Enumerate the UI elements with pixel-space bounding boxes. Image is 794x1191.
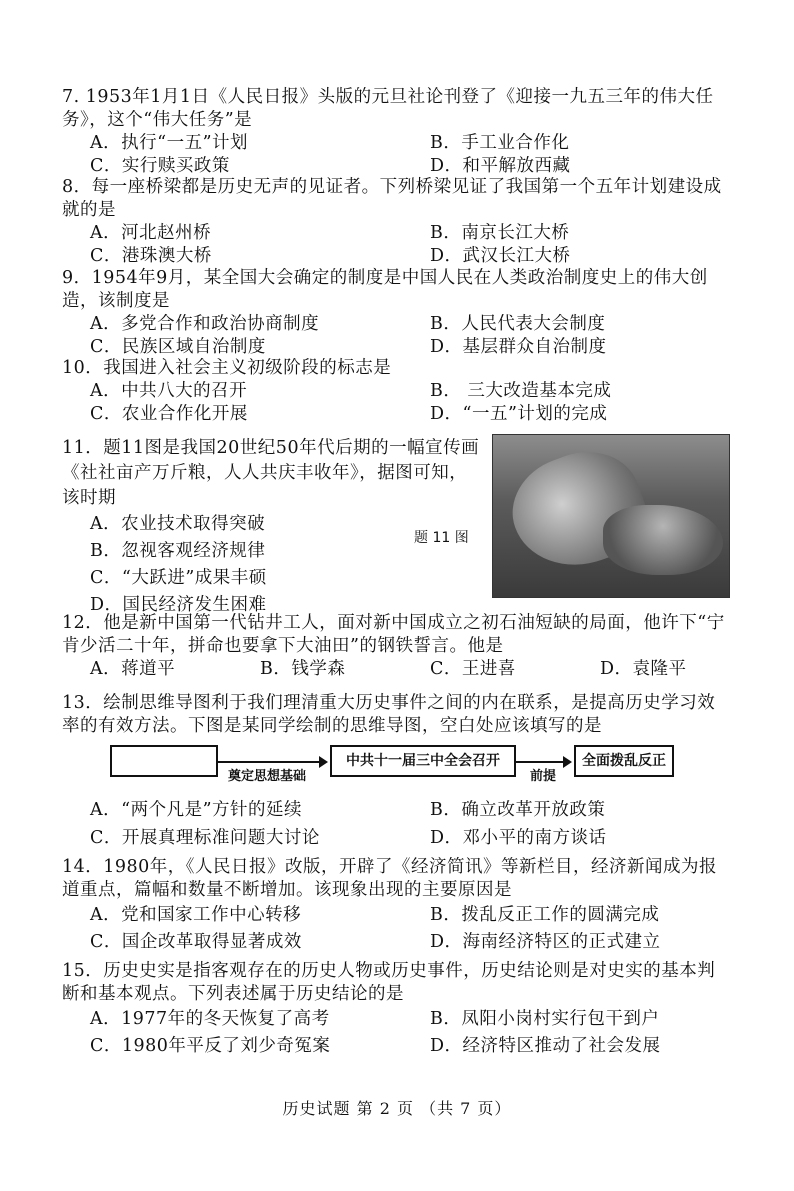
question-10 bbox=[62, 357, 732, 426]
question-9 bbox=[62, 267, 732, 359]
mind-map-blank-box bbox=[110, 745, 218, 777]
option-d: D．基层群众自治制度 bbox=[430, 337, 607, 357]
option-b: B．人民代表大会制度 bbox=[430, 314, 606, 334]
options bbox=[90, 380, 732, 426]
options bbox=[90, 796, 732, 852]
option-b: B．凤阳小岗村实行包干到户 bbox=[430, 1009, 660, 1029]
options bbox=[90, 658, 732, 681]
question-8 bbox=[62, 176, 732, 268]
option-a: A．1977年的冬天恢复了高考 bbox=[90, 1009, 330, 1029]
option-d: D．“一五”计划的完成 bbox=[430, 404, 608, 424]
option-d: D．武汉长江大桥 bbox=[430, 246, 571, 266]
question-stem: 15．历史史实是指客观存在的历史人物或历史事件，历史结论则是对史实的基本判断和基本观点。下列表述属于历史结论的是 bbox=[62, 961, 716, 1004]
mind-map-label-2: 前提 bbox=[530, 769, 557, 784]
options bbox=[90, 902, 732, 956]
option-d: D．邓小平的南方谈话 bbox=[430, 828, 607, 848]
option-a: A．河北赵州桥 bbox=[90, 223, 212, 243]
option-a: A．执行“一五”计划 bbox=[90, 133, 249, 153]
question-7 bbox=[62, 86, 732, 178]
poster-crowd-shape bbox=[603, 505, 723, 575]
option-b: B．忽视客观经济规律 bbox=[90, 541, 266, 561]
option-a: A．农业技术取得突破 bbox=[90, 514, 266, 534]
option-c: C．实行赎买政策 bbox=[90, 156, 230, 176]
option-b: B． 三大改造基本完成 bbox=[430, 381, 612, 401]
option-a: A．蒋道平 bbox=[90, 659, 176, 679]
page-footer: 历史试题 第 2 页 （共 7 页） bbox=[282, 1099, 512, 1118]
mind-map bbox=[110, 741, 670, 783]
mind-map-box-2: 中共十一届三中全会召开 bbox=[330, 745, 516, 777]
option-c: C．农业合作化开展 bbox=[90, 404, 248, 424]
options bbox=[90, 313, 732, 359]
option-b: B．确立改革开放政策 bbox=[430, 800, 606, 820]
question-15 bbox=[62, 960, 732, 1060]
question-14 bbox=[62, 856, 732, 956]
options bbox=[90, 222, 732, 268]
question-stem: 13．绘制思维导图利于我们理清重大历史事件之间的内在联系，是提高历史学习效率的有效方法。下图是某同学绘制的思维导图，空白处应该填写的是 bbox=[62, 693, 716, 736]
option-b: B．手工业合作化 bbox=[430, 133, 570, 153]
question-stem: 7. 1953年1月1日《人民日报》头版的元旦社论刊登了《迎接一九五三年的伟大任务》，这个“伟大任务”是 bbox=[62, 87, 714, 130]
question-stem: 10．我国进入社会主义初级阶段的标志是 bbox=[62, 358, 392, 378]
question-13 bbox=[62, 692, 732, 738]
option-d: D．袁隆平 bbox=[600, 659, 687, 679]
option-b: B．南京长江大桥 bbox=[430, 223, 570, 243]
option-a: A．党和国家工作中心转移 bbox=[90, 905, 302, 925]
option-b: B．拨乱反正工作的圆满完成 bbox=[430, 905, 660, 925]
question-12 bbox=[62, 612, 732, 681]
mind-map-arrow-2 bbox=[516, 761, 570, 763]
figure-11-caption: 题 11 图 bbox=[414, 530, 469, 546]
option-a: A．多党合作和政治协商制度 bbox=[90, 314, 320, 334]
options bbox=[90, 1006, 732, 1060]
options bbox=[90, 132, 732, 178]
option-d: D．和平解放西藏 bbox=[430, 156, 571, 176]
propaganda-poster-image bbox=[492, 434, 730, 598]
mind-map-label-1: 奠定思想基础 bbox=[228, 769, 307, 784]
option-c: C．港珠澳大桥 bbox=[90, 246, 212, 266]
question-stem: 8．每一座桥梁都是历史无声的见证者。下列桥梁见证了我国第一个五年计划建设成就的是 bbox=[62, 177, 722, 220]
question-stem: 11．题11图是我国20世纪50年代后期的一幅宣传画《社社亩产万斤粮，人人共庆丰收年》，据图可知，该时期 bbox=[62, 438, 480, 508]
question-13-options bbox=[62, 796, 732, 852]
option-c: C．国企改革取得显著成效 bbox=[90, 932, 302, 952]
option-c: C．开展真理标准问题大讨论 bbox=[90, 828, 320, 848]
option-c: C．1980年平反了刘少奇冤案 bbox=[90, 1036, 331, 1056]
option-c: C．“大跃进”成果丰硕 bbox=[90, 568, 267, 588]
question-stem: 9．1954年9月，某全国大会确定的制度是中国人民在人类政治制度史上的伟大创造，该制度是 bbox=[62, 268, 708, 311]
option-a: A．“两个凡是”方针的延续 bbox=[90, 800, 303, 820]
option-a: A．中共八大的召开 bbox=[90, 381, 248, 401]
option-b: B．钱学森 bbox=[260, 659, 346, 679]
option-c: C．王进喜 bbox=[430, 659, 516, 679]
option-d: D．海南经济特区的正式建立 bbox=[430, 932, 661, 952]
mind-map-box-3: 全面拨乱反正 bbox=[574, 745, 674, 777]
mind-map-arrow-1 bbox=[218, 761, 326, 763]
option-d: D．经济特区推动了社会发展 bbox=[430, 1036, 661, 1056]
option-c: C．民族区域自治制度 bbox=[90, 337, 266, 357]
question-stem: 14．1980年，《人民日报》改版，开辟了《经济简讯》等新栏目，经济新闻成为报道重点，篇幅和数量不断增加。该现象出现的主要原因是 bbox=[62, 857, 718, 900]
question-stem: 12．他是新中国第一代钻井工人，面对新中国成立之初石油短缺的局面，他许下“宁肯少活二十年，拼命也要拿下大油田”的钢铁誓言。他是 bbox=[62, 613, 725, 656]
option-d: D．国民经济发生困难 bbox=[90, 595, 267, 615]
